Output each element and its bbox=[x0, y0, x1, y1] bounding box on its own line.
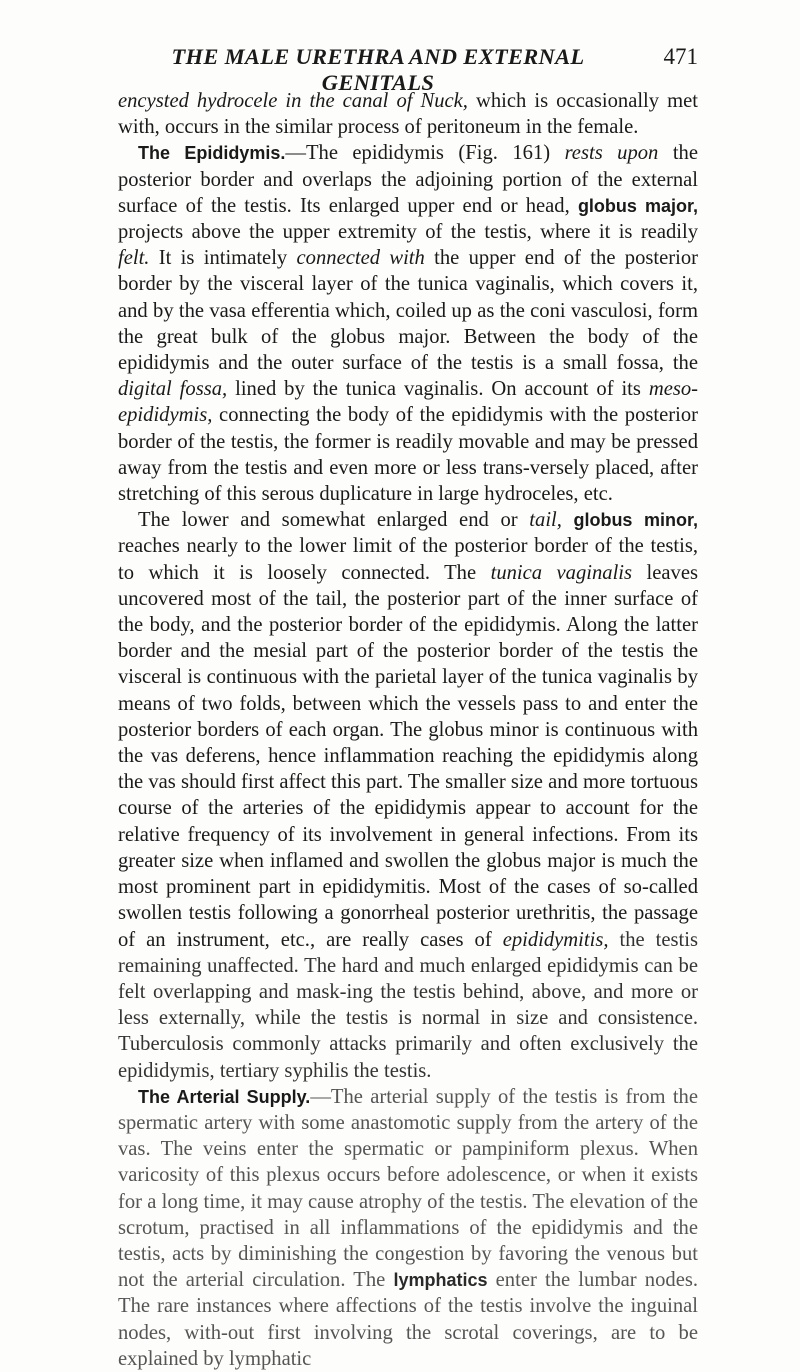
italic-term: epididymitis, bbox=[502, 928, 609, 951]
paragraph-globus-minor: The lower and somewhat enlarged end or tail, globus minor, reaches nearly to the lower limit of the posterior border of the testis, to which it is loosely connected. The tunica vaginalis leaves uncovered most of the tail, the posterior part of the inner surface of the body, and the posterior border of the epididymis. Along the latter border and the mesial part of the posterior border of the testis the visceral is continuous with the parietal layer of the tunica vaginalis by means of two folds, between which the vessels pass to and enter the posterior borders of each organ. The globus minor is continuous with the vas deferens, hence inflammation reaching the epididymis along the vas should first affect this part. The smaller size and more tortuous course of the arteries of the epididymis appear to account for the relative frequency of its involvement in general infections. From its greater size when inflamed and swollen the globus major is much the most prominent part in epididymitis. Most of the cases of so-called swollen testis following a gonorrheal posterior urethritis, the passage of an instrument, etc., are really cases of epididymitis, the testis remaining unaffected. The hard and much enlarged epididymis can be felt overlapping and mask-ing the testis behind, above, and more or less externally, while the testis is normal in size and consistence. Tuberculosis commonly attacks primarily and often exclusively the epididymis, tertiary syphilis the testis. bbox=[118, 509, 698, 1082]
section-heading-epididymis: The Epididymis. bbox=[138, 143, 286, 164]
italic-term: meso-epididymis, bbox=[118, 378, 699, 427]
italic-term: tunica vaginalis bbox=[490, 561, 633, 584]
italic-term: digital fossa, bbox=[118, 378, 228, 401]
section-heading-arterial-supply: The Arterial Supply. bbox=[138, 1086, 311, 1107]
italic-term: tail, bbox=[529, 509, 562, 532]
running-head: THE MALE URETHRA AND EXTERNAL GENITALS bbox=[171, 44, 585, 95]
page-header bbox=[118, 44, 698, 95]
bold-term: globus minor, bbox=[561, 510, 698, 531]
italic-term: connected with bbox=[296, 247, 425, 270]
italic-term: felt. bbox=[118, 247, 150, 270]
italic-term: rests upon bbox=[564, 142, 659, 165]
page-number: 471 bbox=[663, 44, 698, 69]
italic-term: encysted hydrocele in the canal of Nuck, bbox=[118, 90, 468, 112]
paragraph-epididymis: The Epididymis.—The epididymis (Fig. 161) rests upon the posterior border and overlaps the adjoining portion of the external surface of the testis. Its enlarged upper end or head, globus major, projects above the upper extremity of the testis, where it is readily felt. It is intimately connected with the upper end of the posterior border by the visceral layer of the tunica vaginalis, which covers it, and by the vasa efferentia which, coiled up as the coni vasculosi, form the great bulk of the globus major. Between the body of the epididymis and the outer surface of the testis is a small fossa, the digital fossa, lined by the tunica vaginalis. On account of its meso-epididymis, connecting the body of the epididymis with the posterior border of the testis, the former is readily movable and may be pressed away from the testis and even more or less trans-versely placed, after stretching of this serous duplicature in large hydroceles, etc. bbox=[118, 142, 699, 506]
paragraph-arterial-supply: The Arterial Supply.—The arterial supply of the testis is from the spermatic artery with some anastomotic supply from the artery of the vas. The veins enter the spermatic or pampiniform plexus. When varicosity of this plexus occurs before adolescence, or when it exists for a long time, it may cause atrophy of the testis. The elevation of the scrotum, practised in all inflammations of the epididymis and the testis, acts by diminishing the congestion by favoring the venous but not the arterial circulation. The lymphatics enter the lumbar nodes. The rare instances where affections of the testis involve the inguinal nodes, with-out first involving the scrotal coverings, are to be explained by lymphatic bbox=[118, 1085, 698, 1370]
paragraph-hydrocele-continuation: encysted hydrocele in the canal of Nuck, which is occasionally met with, occurs in the similar process of peritoneum in the female. bbox=[118, 90, 698, 139]
bold-term: globus major, bbox=[577, 195, 698, 216]
body-text bbox=[118, 88, 698, 1372]
bold-term: lymphatics bbox=[393, 1270, 488, 1291]
